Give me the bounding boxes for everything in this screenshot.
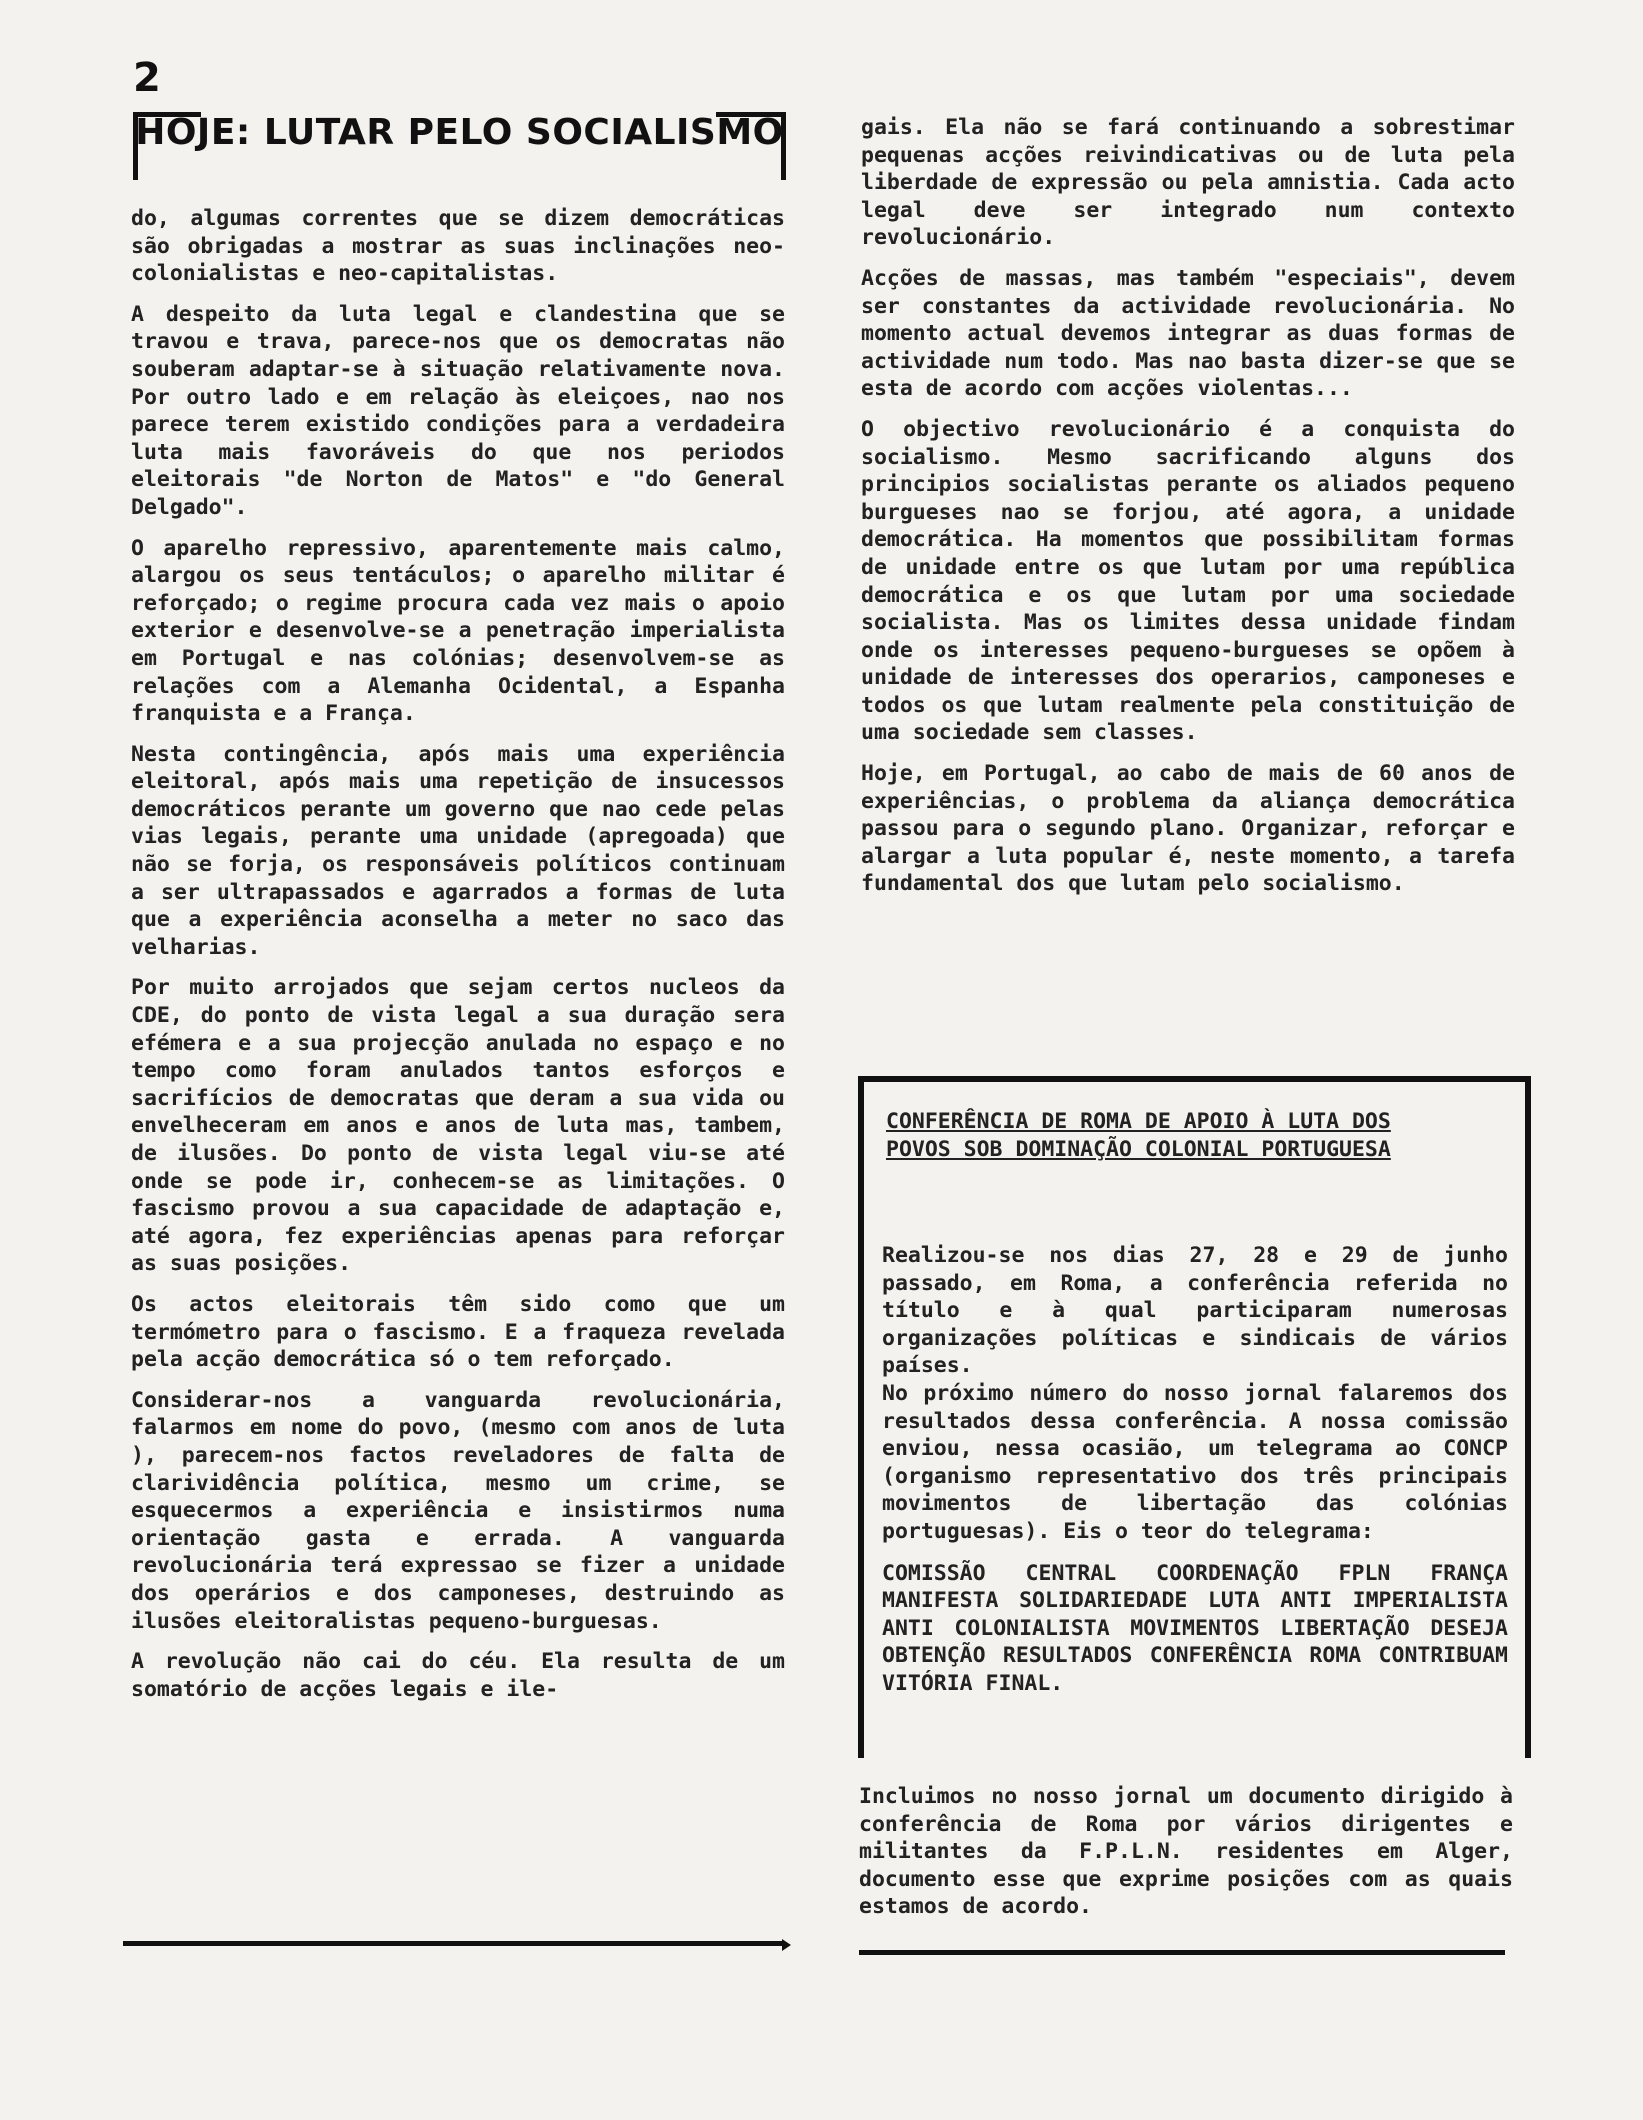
column-end-rule <box>123 1941 785 1946</box>
paragraph: Por muito arrojados que sejam certos nucleos da CDE, do ponto de vista legal a sua duração sera efémera e a sua projecção anulada no espaço e no tempo como foram anulados tantos esforços e sacrifícios de democratas que deram a sua vida ou envelheceram em anos e anos de luta mas, tambem, de ilusões. Do ponto de vista legal viu-se até onde se pode ir, conhecem-se as limitações. O fascismo provou a sua capacidade de adaptação e, até agora, fez experiências apenas para reforçar as suas posições. <box>131 975 785 1277</box>
paragraph: Hoje, em Portugal, ao cabo de mais de 60 anos de experiências, o problema da aliança democrática passou para o segundo plano. Organizar, reforçar e alargar a luta popular é, neste momento, a tarefa fundamental dos que lutam pelo socialismo. <box>861 761 1515 897</box>
paragraph: Os actos eleitorais têm sido como que um termómetro para o fascismo. E a fraqueza revelada pela acção democrática só o tem reforçado. <box>131 1291 785 1373</box>
headline: HOJE: LUTAR PELO SOCIALISMO <box>135 112 784 153</box>
paragraph: Considerar-nos a vanguarda revolucionária, falarmos em nome do povo, (mesmo com anos de luta ), parecem-nos factos reveladores de falta de clarividência política, mesmo um crime, se esquecermos a experiência e insistirmos numa orientação gasta e errada. A vanguarda revolucionária terá expressao se fizer a unidade dos operários e dos camponeses, destruindo as ilusões eleitoralistas pequeno-burguesas. <box>131 1387 785 1634</box>
box-body <box>882 1242 1508 1712</box>
column-end-rule <box>859 1950 1505 1955</box>
paragraph: Acções de massas, mas também "especiais", devem ser constantes da actividade revolucionária. No momento actual devemos integrar as duas formas de actividade num todo. Mas nao basta dizer-se que se esta de acordo com acções violentas... <box>861 265 1515 402</box>
headline-frame <box>133 112 786 194</box>
box-heading-line: POVOS SOB DOMINAÇÃO COLONIAL PORTUGUESA <box>886 1136 1391 1162</box>
paragraph: O objectivo revolucionário é a conquista do socialismo. Mesmo sacrificando alguns dos principios socialistas perante os aliados pequeno burgueses nao se forjou, até agora, a unidade democrática. Ha momentos que possibilitam formas de unidade entre os que lutam por uma república democrática e os que lutam por uma sociedade socialista. Mas os limites dessa unidade findam onde os interesses pequeno-burgueses se opõem à unidade de interesses dos operarios, camponeses e todos os que lutam realmente pela constituição de uma sociedade sem classes. <box>861 416 1515 746</box>
conference-box <box>858 1076 1531 1758</box>
arrow-tip-icon <box>782 1939 791 1951</box>
paragraph: Nesta contingência, após mais uma experiência eleitoral, após mais uma repetição de insucessos democráticos perante um governo que nao cede pelas vias legais, perante uma unidade (apregoada) que não se forja, os responsáveis políticos continuam a ser ultrapassados e agarrados a formas de luta que a experiência aconselha a meter no saco das velharias. <box>131 741 785 960</box>
right-column <box>861 114 1515 911</box>
box-paragraph: No próximo número do nosso jornal falaremos dos resultados dessa conferência. A nossa comissão enviou, nessa ocasião, um telegrama ao CONCP (organismo representativo dos três principais movimentos de libertação das colónias portuguesas). Eis o teor do telegrama: <box>882 1380 1508 1544</box>
paragraph: A revolução não cai do céu. Ela resulta de um somatório de acções legais e ile- <box>131 1649 785 1702</box>
telegram-text: COMISSÃO CENTRAL COORDENAÇÃO FPLN FRANÇA MANIFESTA SOLIDARIEDADE LUTA ANTI IMPERIALISTA ANTI COLONIALISTA MOVIMENTOS LIBERTAÇÃO DESEJA OBTENÇÃO RESULTADOS CONFERÊNCIA ROMA CONTRIBUAM VITÓRIA FINAL. <box>882 1560 1508 1696</box>
box-paragraph: Realizou-se nos dias 27, 28 e 29 de junho passado, em Roma, a conferência referida no título e à qual participaram numerosas organizações políticas e sindicais de vários países. <box>882 1243 1508 1379</box>
paragraph: gais. Ela não se fará continuando a sobrestimar pequenas acções reivindicativas ou de luta pela liberdade de expressão ou pela amnistia. Cada acto legal deve ser integrado num contexto revolucionário. <box>861 115 1515 251</box>
box-heading <box>886 1108 1502 1163</box>
paragraph: do, algumas correntes que se dizem democráticas são obrigadas a mostrar as suas inclinações neo-colonialistas e neo-capitalistas. <box>131 206 785 287</box>
closing-paragraph: Incluimos no nosso jornal um documento dirigido à conferência de Roma por vários dirigentes e militantes da F.P.L.N. residentes em Alger, documento esse que exprime posições com as quais estamos de acordo. <box>859 1784 1513 1920</box>
left-column <box>131 205 785 1716</box>
box-heading-line: CONFERÊNCIA DE ROMA DE APOIO À LUTA DOS <box>886 1109 1391 1134</box>
page-number: 2 <box>133 55 161 101</box>
paragraph: A despeito da luta legal e clandestina que se travou e trava, parece-nos que os democratas não souberam adaptar-se à situação relativamente nova. Por outro lado e em relação às eleiçoes, nao nos parece terem existido condições para a verdadeira luta mais favoráveis do que nos periodos eleitorais "de Norton de Matos" e "do General Delgado". <box>131 301 785 520</box>
paragraph: O aparelho repressivo, aparentemente mais calmo, alargou os seus tentáculos; o aparelho militar é reforçado; o regime procura cada vez mais o apoio exterior e desenvolve-se a penetração imperialista em Portugal e nas colónias; desenvolvem-se as relações com a Alemanha Ocidental, a Espanha franquista e a França. <box>131 535 785 727</box>
